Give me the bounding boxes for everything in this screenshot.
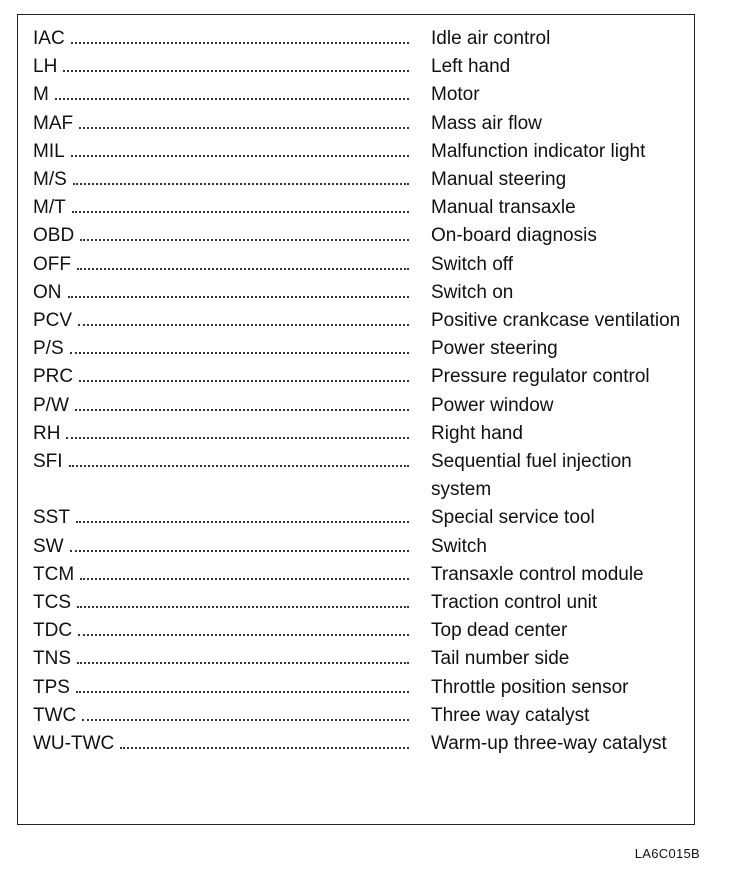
- abbreviation-meaning: Traction control unit: [431, 592, 598, 614]
- abbreviation-entry: [33, 504, 693, 532]
- dotted-leader: [70, 352, 409, 354]
- dotted-leader: [79, 127, 409, 129]
- abbreviation-term: TNS: [33, 648, 71, 670]
- abbreviation-entry: [33, 561, 693, 589]
- abbreviation-term: OFF: [33, 253, 71, 275]
- abbreviation-entry: [33, 53, 693, 81]
- dotted-leader: [66, 437, 409, 439]
- abbreviation-meaning: Switch off: [431, 253, 514, 275]
- abbreviation-term: SFI: [33, 451, 63, 473]
- abbreviation-term: P/W: [33, 394, 69, 416]
- dotted-leader: [77, 268, 409, 270]
- dotted-leader: [77, 662, 409, 664]
- dotted-leader: [72, 211, 409, 213]
- abbreviation-entry: [33, 392, 693, 420]
- abbreviation-meaning: Pressure regulator control: [431, 366, 650, 388]
- abbreviation-term: MAF: [33, 112, 74, 134]
- abbreviation-term: TDC: [33, 620, 73, 642]
- abbreviation-entry: [33, 222, 693, 250]
- abbreviation-meaning: Motor: [431, 84, 480, 106]
- abbreviation-term: RH: [33, 422, 61, 444]
- dotted-leader: [78, 634, 409, 636]
- abbreviation-term: PCV: [33, 310, 73, 332]
- dotted-leader: [71, 42, 409, 44]
- abbreviation-entry: [33, 166, 693, 194]
- abbreviation-entry: [33, 251, 693, 279]
- abbreviation-meaning: Malfunction indicator light: [431, 140, 646, 162]
- abbreviation-entry: [33, 448, 693, 504]
- dotted-leader: [80, 578, 409, 580]
- abbreviation-term: SW: [33, 535, 64, 557]
- abbreviation-term: MIL: [33, 140, 65, 162]
- dotted-leader: [69, 465, 409, 467]
- abbreviation-term: PRC: [33, 366, 74, 388]
- abbreviation-term: ON: [33, 281, 62, 303]
- abbreviation-entry: [33, 194, 693, 222]
- abbreviation-term: M/T: [33, 197, 66, 219]
- dotted-leader: [77, 606, 409, 608]
- dotted-leader: [71, 155, 409, 157]
- dotted-leader: [70, 550, 409, 552]
- abbreviation-meaning: Mass air flow: [431, 112, 542, 134]
- abbreviation-meaning: Idle air control: [431, 28, 551, 49]
- abbreviation-meaning: Left hand: [431, 56, 511, 78]
- dotted-leader: [76, 691, 409, 693]
- abbreviation-term: IAC: [33, 28, 65, 49]
- abbreviation-meaning: Top dead center: [431, 620, 568, 642]
- abbreviation-meaning: Warm-up three-way catalyst: [431, 733, 667, 755]
- abbreviation-term: SST: [33, 507, 70, 529]
- abbreviation-list: [33, 25, 693, 758]
- abbreviation-term: TPS: [33, 676, 70, 698]
- abbreviation-meaning: Power steering: [431, 338, 558, 360]
- abbreviation-entry: [33, 674, 693, 702]
- abbreviation-meaning: Switch: [431, 535, 487, 557]
- abbreviation-meaning: Transaxle control module: [431, 563, 644, 585]
- abbreviation-entry: [33, 730, 693, 758]
- dotted-leader: [78, 324, 409, 326]
- abbreviation-entry: [33, 335, 693, 363]
- abbreviation-meaning: Tail number side: [431, 648, 570, 670]
- abbreviation-meaning: Switch on: [431, 281, 514, 303]
- dotted-leader: [75, 409, 409, 411]
- abbreviation-term: TCM: [33, 563, 75, 585]
- abbreviation-meaning: Sequential fuel injection system: [431, 451, 632, 501]
- dotted-leader: [73, 183, 409, 185]
- dotted-leader: [82, 719, 409, 721]
- abbreviation-meaning: Power window: [431, 394, 554, 416]
- abbreviation-entry: [33, 25, 693, 53]
- abbreviation-entry: [33, 702, 693, 730]
- abbreviation-term: OBD: [33, 225, 75, 247]
- abbreviation-entry: [33, 589, 693, 617]
- abbreviation-entry: [33, 645, 693, 673]
- abbreviation-term: TCS: [33, 592, 71, 614]
- dotted-leader: [55, 98, 409, 100]
- dotted-leader: [68, 296, 410, 298]
- abbreviation-meaning: Throttle position sensor: [431, 676, 629, 698]
- abbreviation-meaning: On-board diagnosis: [431, 225, 597, 247]
- abbreviation-meaning: Manual transaxle: [431, 197, 576, 219]
- abbreviation-term: M/S: [33, 169, 67, 191]
- abbreviation-term: M: [33, 84, 49, 106]
- abbreviation-meaning: Positive crankcase ventilation: [431, 310, 681, 332]
- abbreviation-entry: [33, 81, 693, 109]
- abbreviation-entry: [33, 110, 693, 138]
- dotted-leader: [79, 380, 409, 382]
- dotted-leader: [120, 747, 409, 749]
- abbreviation-entry: [33, 138, 693, 166]
- dotted-leader: [63, 70, 409, 72]
- abbreviation-meaning: Three way catalyst: [431, 704, 590, 726]
- abbreviation-meaning: Manual steering: [431, 169, 567, 191]
- abbreviation-term: P/S: [33, 338, 64, 360]
- abbreviation-term: LH: [33, 56, 58, 78]
- abbreviation-entry: [33, 420, 693, 448]
- abbreviation-entry: [33, 617, 693, 645]
- abbreviation-term: TWC: [33, 704, 77, 726]
- abbreviation-entry: [33, 533, 693, 561]
- abbreviation-entry: [33, 307, 693, 335]
- abbreviation-meaning: Special service tool: [431, 507, 595, 529]
- abbreviation-term: WU-TWC: [33, 733, 115, 755]
- abbreviation-meaning: Right hand: [431, 422, 523, 444]
- abbreviation-table-frame: [17, 14, 695, 825]
- abbreviation-entry: [33, 363, 693, 391]
- figure-code: LA6C015B: [634, 846, 700, 861]
- dotted-leader: [80, 239, 409, 241]
- dotted-leader: [76, 521, 409, 523]
- abbreviation-entry: [33, 279, 693, 307]
